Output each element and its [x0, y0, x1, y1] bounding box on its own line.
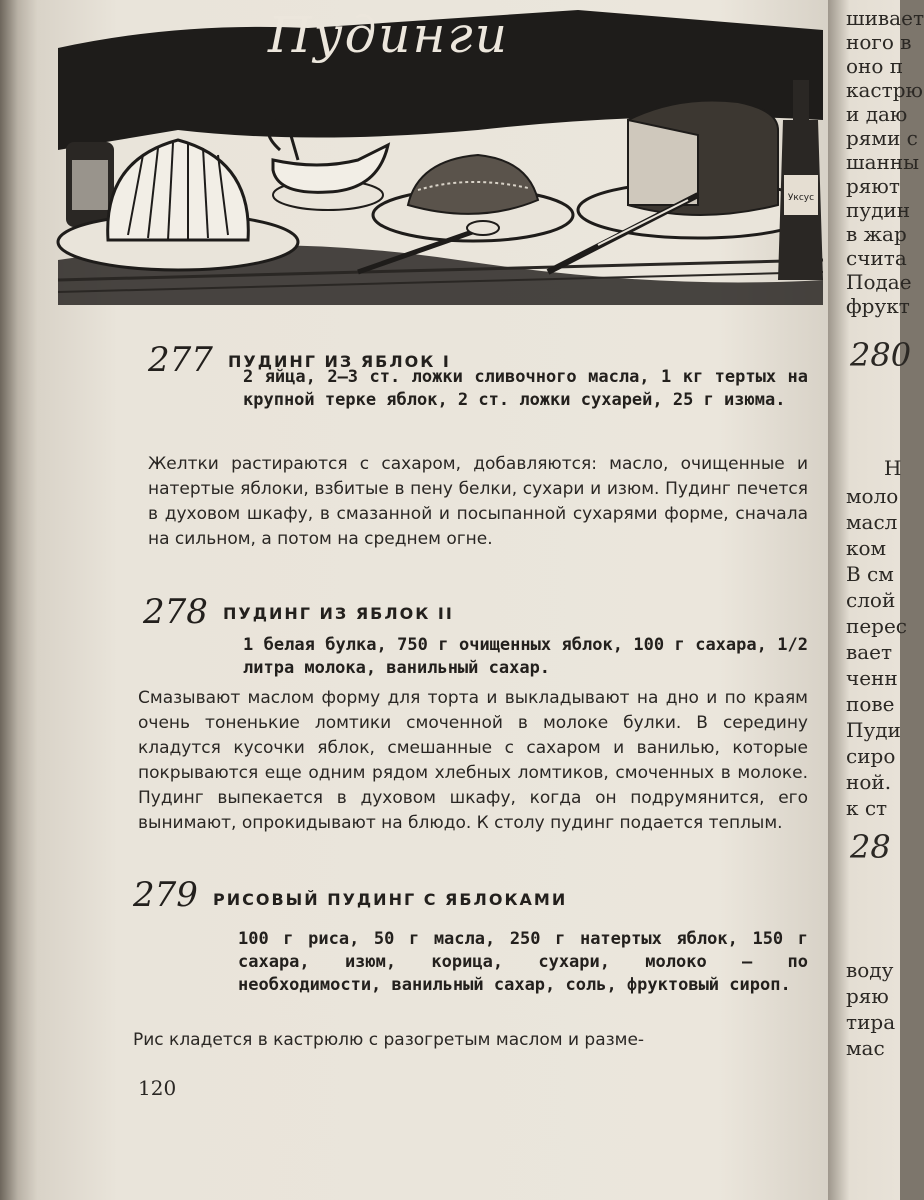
- facing-line: Подае: [846, 270, 912, 294]
- facing-line: В см: [846, 562, 894, 586]
- recipe-instructions: Смазывают маслом форму для торта и выкладывают на дно и по краям очень тоненькие ломтики смоченной в молоке булки. В середину кладутся кусочки яблок, смешанные с сахаром и ванилью, которые покрываются еще одним рядом хлебных ломтиков, смоченных в молоке. Пудинг выпекается в духовом шкафу, когда он подрумянится, его вынимают, опрокидывают на блюдо. К столу пудинг подается теплым.: [138, 688, 808, 833]
- facing-line: к ст: [846, 796, 888, 820]
- chapter-title: Пудинги: [268, 6, 509, 64]
- page-number: 120: [138, 1076, 177, 1100]
- facing-line: кастрю: [846, 78, 923, 102]
- facing-line: ком: [846, 536, 887, 560]
- recipe-ingredients: 2 яйца, 2—3 ст. ложки сливочного масла, 1 кг тертых на крупной терке яблок, 2 ст. ложки сухарей, 25 г изюма.: [243, 367, 808, 410]
- recipe-title: ПУДИНГ ИЗ ЯБЛОК II: [223, 604, 454, 623]
- recipe-number: 277: [148, 340, 213, 380]
- facing-line: счита: [846, 246, 907, 270]
- facing-line: Пуди: [846, 718, 901, 742]
- recipe-title: ПУДИНГ ИЗ ЯБЛОК I: [228, 352, 451, 371]
- book-page: [38, 0, 838, 1200]
- facing-line: ченн: [846, 666, 898, 690]
- facing-line: воду: [846, 958, 894, 982]
- facing-line: рями с: [846, 126, 918, 150]
- facing-line: слой: [846, 588, 896, 612]
- facing-line: масл: [846, 510, 898, 534]
- facing-line: ной.: [846, 770, 892, 794]
- facing-line: тира: [846, 1010, 896, 1034]
- facing-line: сиро: [846, 744, 896, 768]
- facing-page: [828, 0, 924, 1200]
- facing-recipe-number: 280: [850, 336, 912, 374]
- recipe-number: 278: [143, 592, 208, 632]
- bottle-label: Уксус: [787, 193, 815, 203]
- recipe-title: РИСОВЫЙ ПУДИНГ С ЯБЛОКАМИ: [213, 890, 568, 909]
- jam-jar: [66, 142, 114, 227]
- book-spine-edge: [0, 0, 40, 1200]
- facing-line: вает: [846, 640, 893, 664]
- facing-line: шанны: [846, 150, 920, 174]
- recipe-ingredients: 100 г риса, 50 г масла, 250 г натертых яблок, 150 г сахара, изюм, корица, сухари, молоко — по необходимости, ванильный сахар, соль, фруктовый сироп.: [238, 929, 808, 995]
- facing-line: ряю: [846, 984, 889, 1008]
- recipe-instructions: Желтки растираются с сахаром, добавляются: масло, очищенные и натертые яблоки, взбитые в пену белки, сухари и изюм. Пудинг печется в духовом шкафу, в смазанной и посыпанной сухарями форме, сначала на сильном, а потом на среднем огне.: [148, 454, 808, 549]
- facing-line: мас: [846, 1036, 885, 1060]
- recipe-number: 279: [133, 875, 198, 915]
- facing-line: шивает: [846, 6, 924, 30]
- facing-line: пудин: [846, 198, 911, 222]
- recipe-instructions: Рис кладется в кастрюлю с разогретым маслом и разме-: [133, 1030, 645, 1050]
- facing-line: пове: [846, 692, 895, 716]
- facing-line: в жар: [846, 222, 907, 246]
- facing-recipe-number: 28: [850, 828, 891, 866]
- facing-line: моло: [846, 484, 899, 508]
- facing-line: оно п: [846, 54, 904, 78]
- sponge-cake: [548, 100, 818, 272]
- facing-line: перес: [846, 614, 908, 638]
- facing-line: и даю: [846, 102, 908, 126]
- facing-line: ряют: [846, 174, 900, 198]
- facing-line: Н: [884, 456, 902, 480]
- facing-line: ного в: [846, 30, 912, 54]
- recipe-ingredients: 1 белая булка, 750 г очищенных яблок, 100 г сахара, 1/2 литра молока, ванильный сахар.: [243, 635, 808, 678]
- facing-line: фрукт: [846, 294, 910, 318]
